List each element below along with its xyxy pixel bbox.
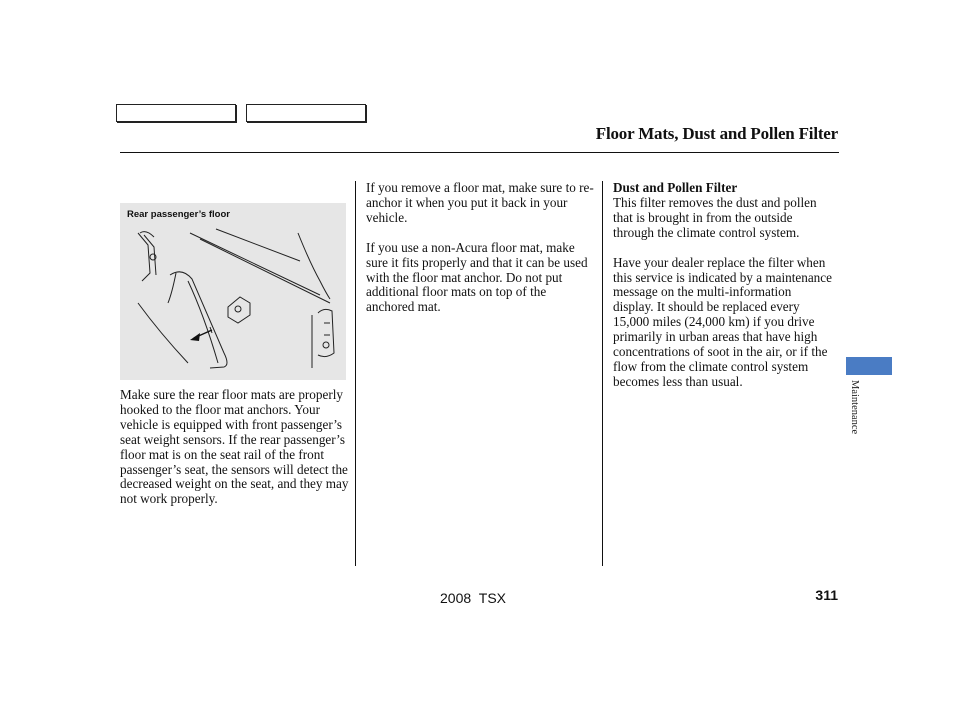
column-2-text (366, 181, 596, 315)
footer-model: 2008 TSX (440, 590, 507, 606)
section-heading: Dust and Pollen Filter (613, 180, 738, 195)
section-tab[interactable] (846, 357, 892, 375)
title-divider (120, 152, 839, 153)
column-divider (602, 181, 603, 566)
previous-page-button[interactable] (116, 104, 236, 122)
paragraph: Make sure the rear floor mats are properly hooked to the floor mat anchors. Your vehicle is equipped with front passenger’s seat weight sensors. If the rear passenger’s floor mat is on the seat rail of the front passenger’s seat, the sensors will detect the decreased weight on the seat, and they may not work properly. (120, 387, 349, 507)
next-page-button[interactable] (246, 104, 366, 122)
page-title: Floor Mats, Dust and Pollen Filter (595, 124, 838, 143)
floor-mat-figure (120, 203, 346, 380)
column-divider (355, 181, 356, 566)
floor-mat-illustration (120, 203, 346, 380)
figure-caption: Rear passenger’s floor (127, 209, 230, 220)
section-tab-label: Maintenance (849, 380, 860, 435)
paragraph: This filter removes the dust and pollen that is brought in from the outside through the climate control system. (613, 194, 817, 240)
paragraph: Have your dealer replace the filter when this service is indicated by a maintenance message on the multi-information display. It should be replaced every 15,000 miles (24,000 km) if you drive primarily in urban areas that have high concentrations of soot in the air, or if the flow from the climate control system becomes less than usual. (613, 254, 832, 389)
paragraph: If you use a non-Acura floor mat, make sure it fits properly and that it can be used with the floor mat anchor. Do not put additional floor mats on top of the anchored mat. (366, 239, 588, 315)
paragraph: If you remove a floor mat, make sure to re-anchor it when you put it back in your vehicle. (366, 180, 594, 225)
page-number: 311 (815, 587, 838, 603)
column-1-text (120, 388, 352, 507)
column-3-text (613, 181, 835, 390)
